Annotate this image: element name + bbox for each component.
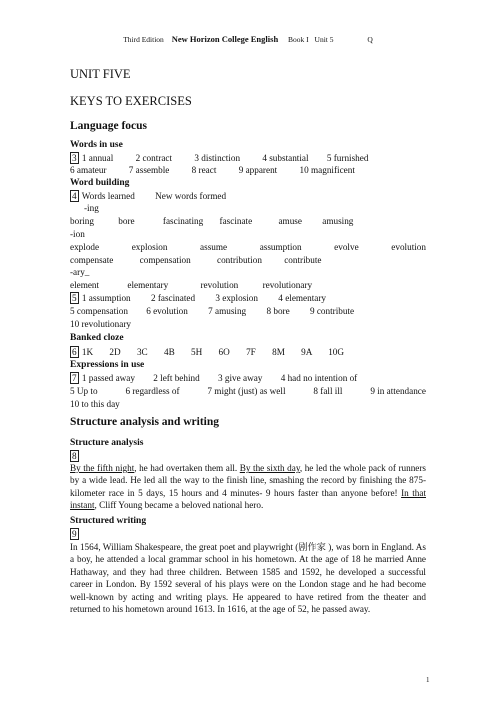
words-in-use-heading: Words in use <box>70 140 123 150</box>
answer: 3 explosion <box>215 293 258 303</box>
word-row-ion <box>70 241 426 253</box>
answer: 5H <box>191 347 203 357</box>
suffix-ion: -ion <box>70 229 85 239</box>
exercise-number: 4 <box>72 191 77 201</box>
answer: 6 evolution <box>146 306 188 316</box>
exercise5-row3: 10 revolutionary <box>70 319 131 329</box>
answer: 10 magnificent <box>299 165 355 175</box>
word: fascinating <box>162 216 204 226</box>
expressions-heading: Expressions in use <box>70 360 145 370</box>
underlined-phrase: In that instant <box>70 487 426 511</box>
header-book: Book I <box>288 35 309 44</box>
answer: 6O <box>218 347 230 357</box>
word: revolutionary <box>262 280 313 290</box>
column-label: New words formed <box>155 191 227 201</box>
word: amusing <box>322 216 354 226</box>
word: contribute <box>284 255 322 265</box>
underlined-phrase: By the sixth day <box>239 463 300 473</box>
answer: 2 contract <box>135 153 173 163</box>
word: fascinate <box>219 216 253 226</box>
exercise5-row1 <box>70 292 426 304</box>
word: revolution <box>200 280 239 290</box>
exercise8-number-line <box>70 450 426 462</box>
exercise5-row2 <box>70 305 426 317</box>
answer: 3C <box>136 347 148 357</box>
answer: 4 substantial <box>262 153 309 163</box>
running-header <box>0 34 496 44</box>
answer: 8 react <box>191 165 217 175</box>
answer: 4 had no intention of <box>280 373 358 383</box>
exercise-number: 9 <box>72 529 77 539</box>
answer: 5 furnished <box>326 153 369 163</box>
answer: 7 might (just) as well <box>207 386 286 396</box>
exercise9-number-line <box>70 528 426 540</box>
suffix-ing: -ing <box>84 203 99 213</box>
answer: 4B <box>163 347 175 357</box>
structured-writing-heading: Structured writing <box>70 516 147 526</box>
word: explosion <box>131 242 168 252</box>
answer: 9 contribute <box>309 306 355 316</box>
words-in-use-row1 <box>70 152 426 164</box>
answer: 1K <box>81 347 94 357</box>
answer: 1 annual <box>81 153 114 163</box>
banked-cloze-heading: Banked cloze <box>70 333 124 343</box>
answer: 5 Up to <box>70 386 98 396</box>
structure-analysis-paragraph <box>70 462 426 512</box>
expressions-row3: 10 to this day <box>70 399 120 409</box>
answer: 3 distinction <box>194 153 241 163</box>
word: evolve <box>334 242 359 252</box>
exercise-number: 3 <box>72 153 77 163</box>
answer: 1 assumption <box>81 293 131 303</box>
answer: 7F <box>246 347 256 357</box>
word: evolution <box>391 242 426 252</box>
header-edition: Third Edition <box>123 35 164 44</box>
answer: 6 regardless of <box>125 386 180 396</box>
word: elementary <box>127 280 169 290</box>
answer: 9A <box>301 347 312 357</box>
language-focus-heading: Language focus <box>70 120 147 132</box>
structure-analysis-heading: Structure analysis <box>70 438 144 448</box>
answer: 7 amusing <box>208 306 247 316</box>
answer: 9 in attendance <box>370 386 426 396</box>
word: assumption <box>259 242 302 252</box>
answer: 3 give away <box>218 373 263 383</box>
answer: 2 left behind <box>153 373 200 383</box>
answer: 8M <box>272 347 285 357</box>
expressions-row2 <box>70 385 426 397</box>
word-row-ary <box>70 279 426 291</box>
word-row-ion-2 <box>70 254 426 266</box>
word: amuse <box>278 216 302 226</box>
word: compensate <box>70 255 114 265</box>
underlined-phrase: By the fifth night <box>70 463 135 473</box>
keys-title: KEYS TO EXERCISES <box>70 94 192 108</box>
exercise-number: 7 <box>72 373 77 383</box>
banked-cloze-answers <box>70 346 426 358</box>
answer: 8 fall ill <box>313 386 343 396</box>
answer: 2 fascinated <box>150 293 196 303</box>
words-in-use-row2 <box>70 164 426 176</box>
answer: 1 passed away <box>81 373 135 383</box>
exercise-number: 6 <box>72 347 77 357</box>
page-number: 1 <box>426 676 430 684</box>
word: boring <box>70 216 94 226</box>
answer: 6 amateur <box>70 165 107 175</box>
word: element <box>70 280 100 290</box>
word: assume <box>200 242 228 252</box>
word: explode <box>70 242 100 252</box>
answer: 9 apparent <box>238 165 278 175</box>
header-unit: Unit 5 <box>314 35 334 44</box>
exercise-number: 8 <box>72 451 77 461</box>
exercise-number: 5 <box>72 293 77 303</box>
paragraph-text: , he led the whole pack of runners by a wide lead. He led all the way to the finish line, smashing the record by finishing the 875-kilometer race in 5 days, 15 hours and 4 minutes- 9 hours faster than anyone before! <box>70 463 427 498</box>
answer: 5 compensation <box>70 306 128 316</box>
answer: 4 elementary <box>278 293 326 303</box>
paragraph-text: , he had overtaken them all. <box>134 463 240 473</box>
unit-title: UNIT FIVE <box>70 67 131 81</box>
word: bore <box>118 216 135 226</box>
paragraph-text: , Cliff Young became a beloved national hero. <box>94 500 264 511</box>
header-mark: Q <box>367 35 373 44</box>
answer: 2D <box>109 347 121 357</box>
word-building-heading: Word building <box>70 178 130 188</box>
expressions-row1 <box>70 372 426 384</box>
answer: 8 bore <box>266 306 290 316</box>
suffix-ary: -ary_ <box>70 267 90 277</box>
word: contribution <box>217 255 262 265</box>
answer: 7 assemble <box>128 165 170 175</box>
word-building-columns <box>70 190 426 202</box>
answer: 10G <box>328 347 345 357</box>
word-row-ing <box>70 215 426 227</box>
structure-writing-heading: Structure analysis and writing <box>70 416 219 428</box>
column-label: Words learned <box>81 191 135 201</box>
word: compensation <box>139 255 191 265</box>
header-title: New Horizon College English <box>171 34 279 44</box>
structured-writing-paragraph: In 1564, William Shakespeare, the great poet and playwright (剧作家 ), was born in England. As a boy, he attended a local grammar school in his hometown. At the age of 18 he married Anne Hathaway, and they had three children. Between 1585 and 1592, he developed a successful career in London. By 1592 several of his plays were on the London stage and he had become well-known by acting and writing plays. He appeared to have retired from the theater and returned to his hometown around 1613. In 1616, at the age of 52, he passed away. <box>70 542 426 615</box>
